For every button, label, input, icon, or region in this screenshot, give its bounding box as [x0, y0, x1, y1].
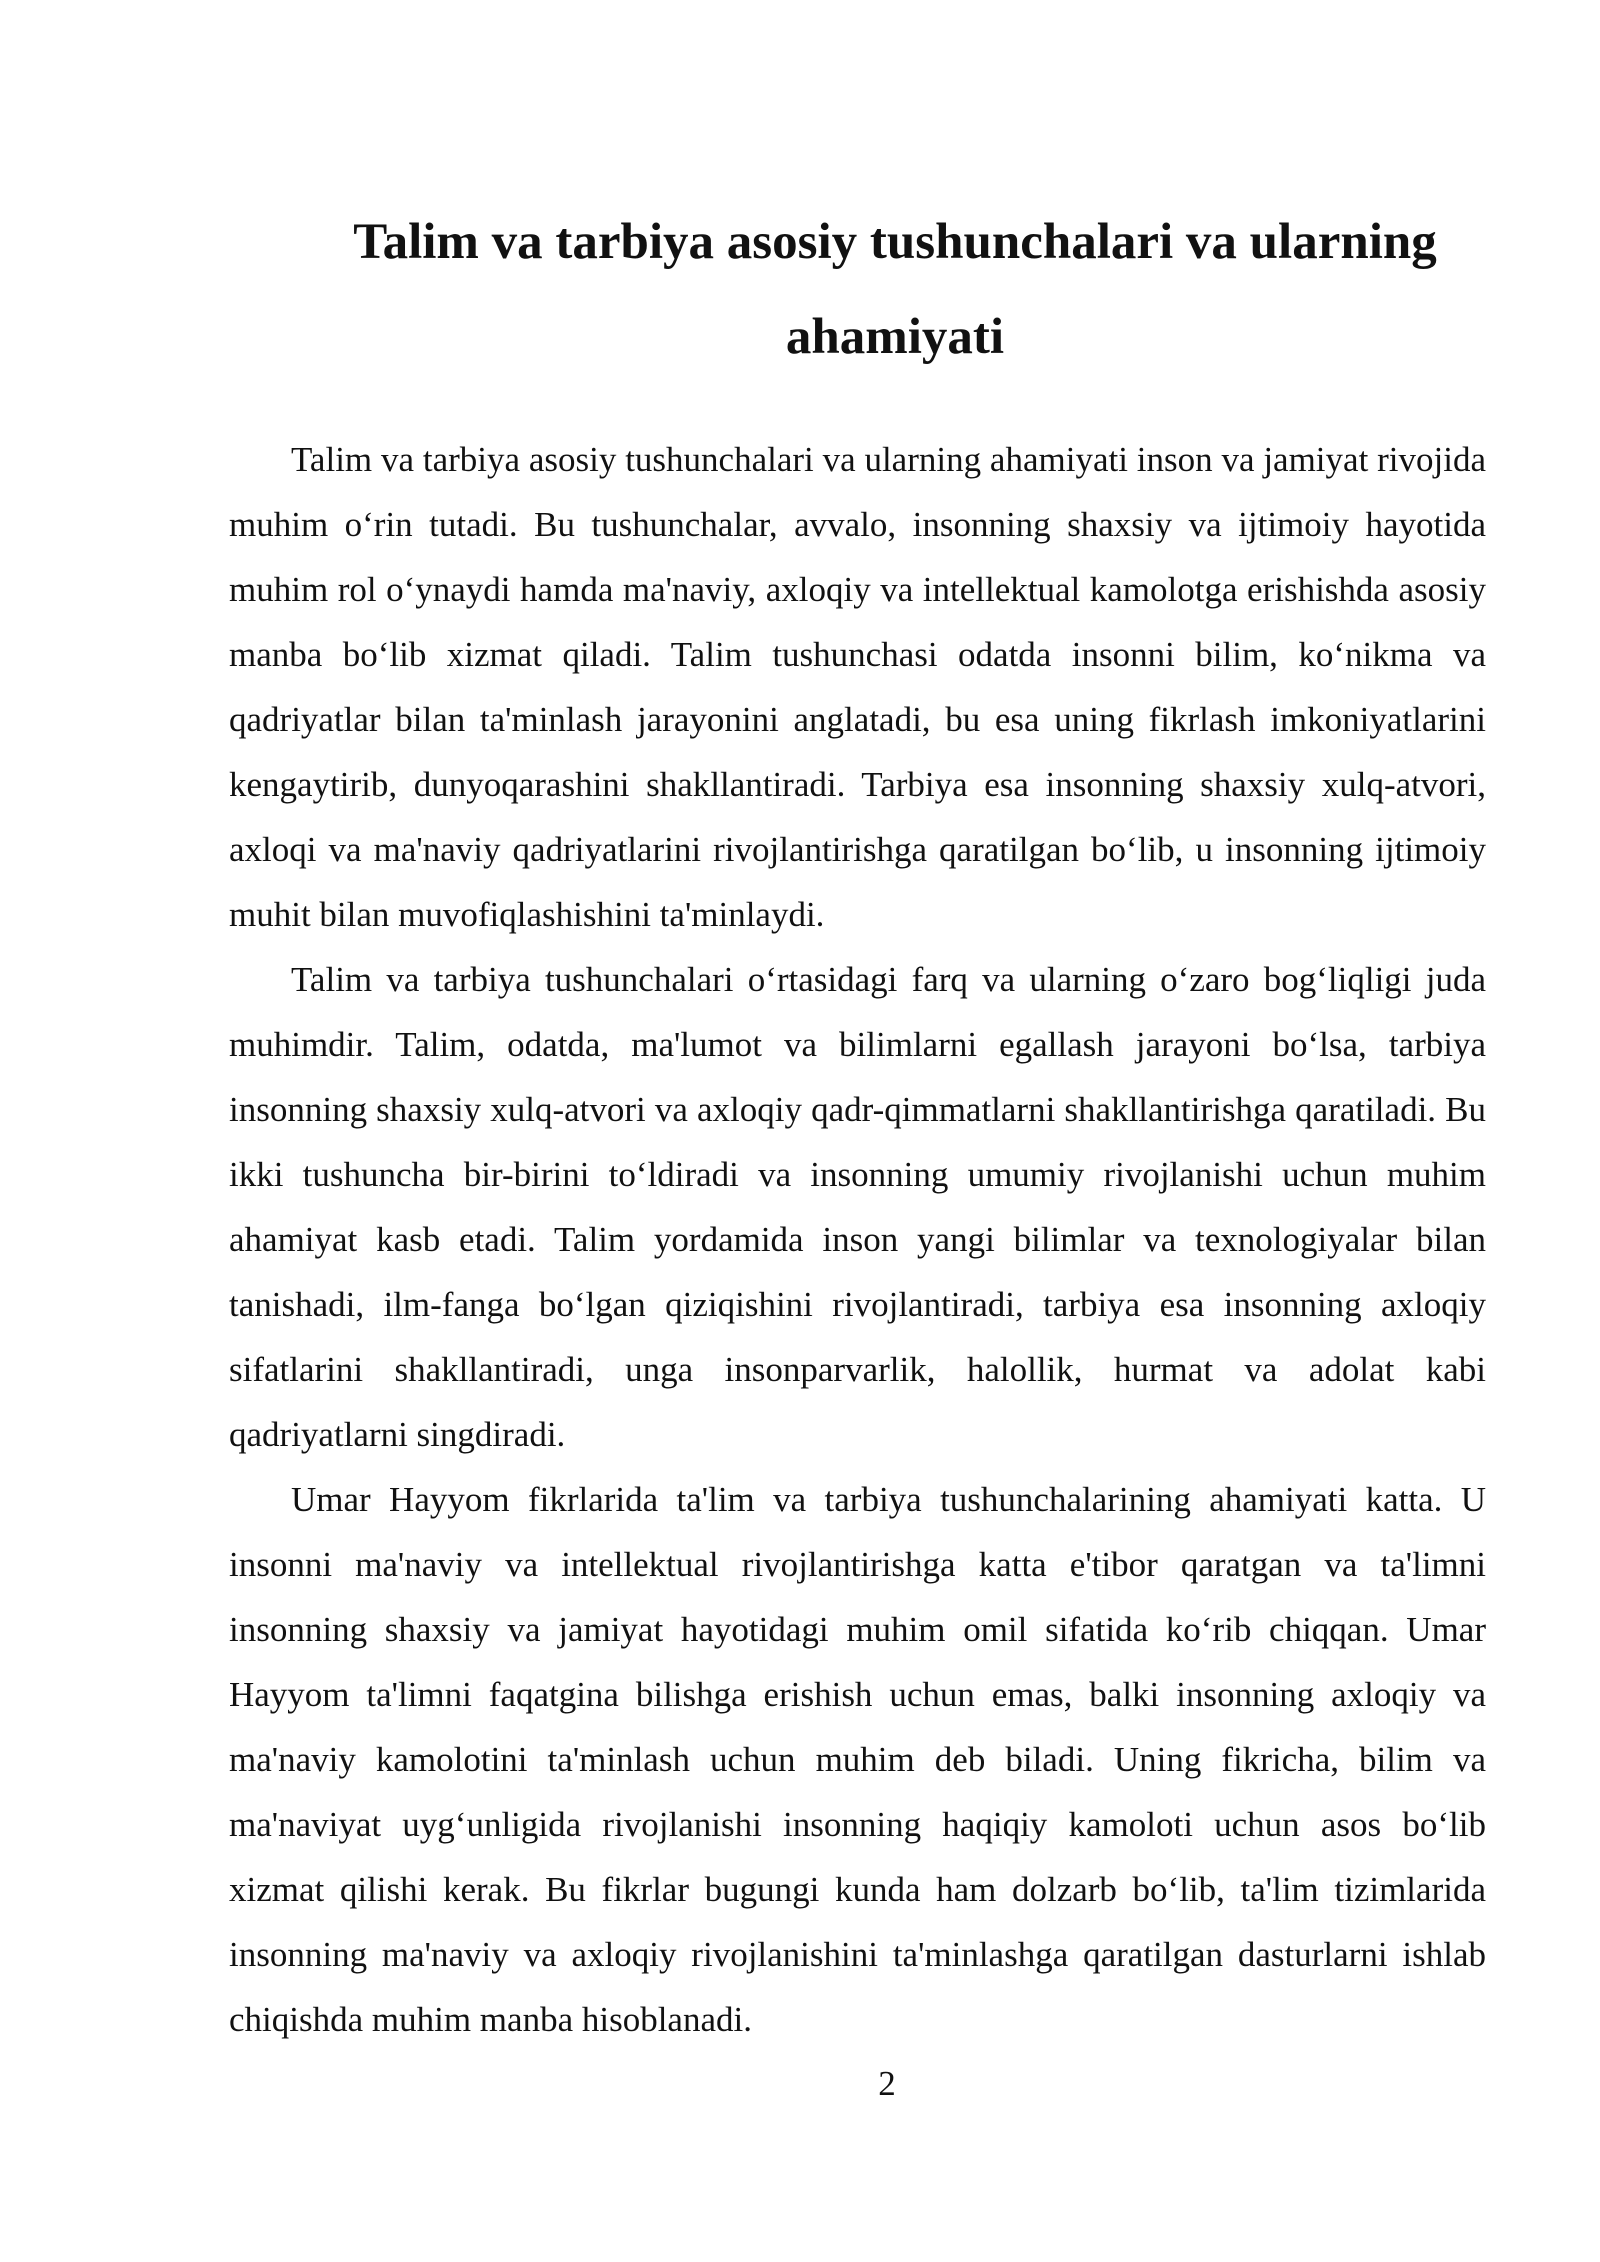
page-number: 2 [878, 2064, 896, 2103]
page-title: Talim va tarbiya asosiy tushunchalari va ularning ahamiyati [353, 214, 1437, 365]
body-text [229, 427, 1486, 2052]
paragraph-3: Umar Hayyom fikrlarida ta'lim va tarbiya tushunchalarining ahamiyati katta. U insonni ma'naviy va intellektual rivojlantirishga katta e'tibor qaratgan va ta'limni insonning shaxsiy va jamiyat hayotidagi muhim omil sifatida ko‘rib chiqqan. Umar Hayyom ta'limni faqatgina bilishga erishish uchun emas, balki insonning axloqiy va ma'naviy kamolotini ta'minlash uchun muhim deb biladi. Uning fikricha, bilim va ma'naviyat uyg‘unligida rivojlanishi insonning haqiqiy kamoloti uchun asos bo‘lib xizmat qilishi kerak. Bu fikrlar bugungi kunda ham dolzarb bo‘lib, ta'lim tizimlarida insonning ma'naviy va axloqiy rivojlanishini ta'minlashga qaratilgan dasturlarni ishlab chiqishda muhim manba hisoblanadi. [229, 1480, 1486, 2039]
paragraph-2: Talim va tarbiya tushunchalari o‘rtasidagi farq va ularning o‘zaro bog‘liqligi juda muhimdir. Talim, odatda, ma'lumot va bilimlarni egallash jarayoni bo‘lsa, tarbiya insonning shaxsiy xulq-atvori va axloqiy qadr-qimmatlarni shakllantirishga qaratiladi. Bu ikki tushuncha bir-birini to‘ldiradi va insonning umumiy rivojlanishi uchun muhim ahamiyat kasb etadi. Talim yordamida inson yangi bilimlar va texnologiyalar bilan tanishadi, ilm-fanga bo‘lgan qiziqishini rivojlantiradi, tarbiya esa insonning axloqiy sifatlarini shakllantiradi, unga insonparvarlik, halollik, hurmat va adolat kabi qadriyatlarni singdiradi. [229, 960, 1486, 1454]
paragraph-1: Talim va tarbiya asosiy tushunchalari va ularning ahamiyati inson va jamiyat rivojida muhim o‘rin tutadi. Bu tushunchalar, avvalo, insonning shaxsiy va ijtimoiy hayotida muhim rol o‘ynaydi hamda ma'naviy, axloqiy va intellektual kamolotga erishishda asosiy manba bo‘lib xizmat qiladi. Talim tushunchasi odatda insonni bilim, ko‘nikma va qadriyatlar bilan ta'minlash jarayonini anglatadi, bu esa uning fikrlash imkoniyatlarini kengaytirib, dunyoqarashini shakllantiradi. Tarbiya esa insonning shaxsiy xulq-atvori, axloqi va ma'naviy qadriyatlarini rivojlantirishga qaratilgan bo‘lib, u insonning ijtimoiy muhit bilan muvofiqlashishini ta'minlaydi. [229, 440, 1486, 934]
